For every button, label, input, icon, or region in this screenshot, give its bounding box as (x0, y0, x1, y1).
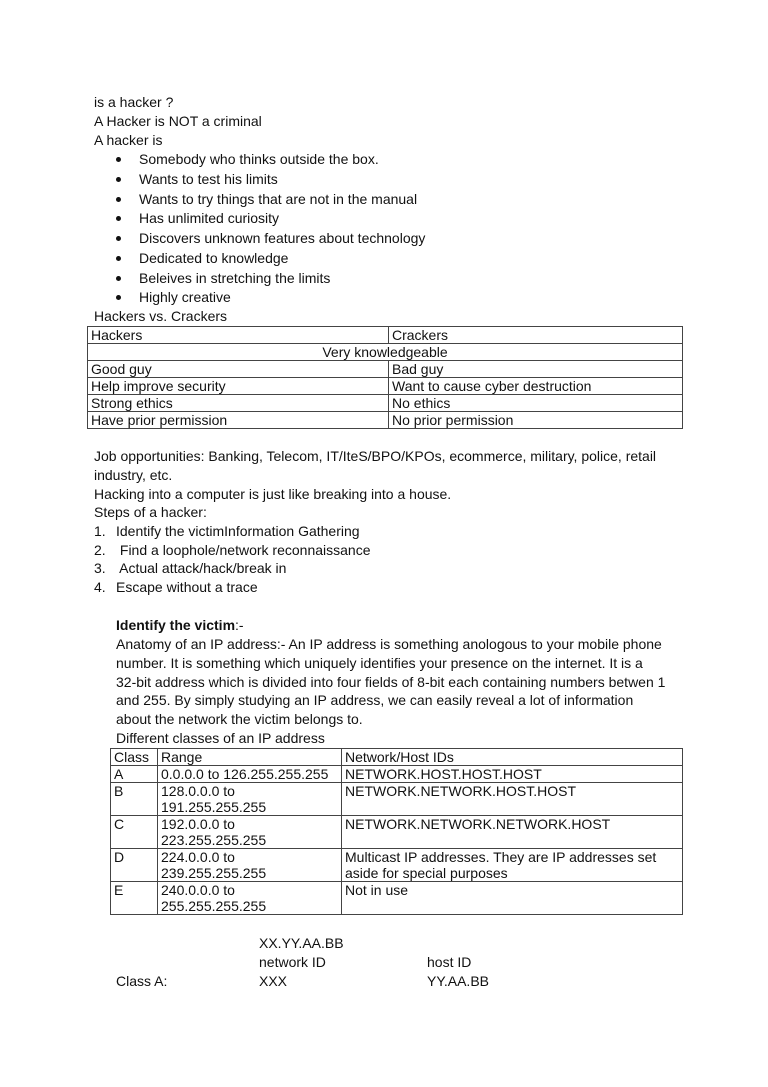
table-row (88, 344, 683, 361)
table-cell: Good guy (88, 361, 389, 378)
paragraph-line: number. It is something which uniquely identifies your presence on the internet. It is a (116, 655, 643, 671)
bullet-icon (116, 295, 121, 300)
table-row (88, 327, 683, 344)
paragraph-line: and 255. By simply studying an IP address, we can easily reveal a lot of information (116, 692, 634, 708)
table-cell: No prior permission (389, 412, 683, 429)
section-heading: Identify the victim:- (116, 617, 244, 633)
range-cell: 224.0.0.0 to 239.255.255.255 (158, 849, 342, 882)
range-cell: 192.0.0.0 to 223.255.255.255 (158, 816, 342, 849)
range-cell: 240.0.0.0 to 255.255.255.255 (158, 882, 342, 915)
host-id-label: host ID (427, 954, 472, 970)
table-row (88, 378, 683, 395)
table-cell: Strong ethics (88, 395, 389, 412)
table-row (111, 749, 683, 766)
bullet-icon (116, 256, 121, 261)
table-cell: Have prior permission (88, 412, 389, 429)
class-a-host-value: YY.AA.BB (427, 973, 490, 989)
ip-classes-heading: Different classes of an IP address (116, 730, 325, 746)
table-header-cell: Hackers (88, 327, 389, 344)
bullet-icon (116, 177, 121, 182)
table-cell: No ethics (389, 395, 683, 412)
table-row (111, 816, 683, 849)
ip-classes-table (110, 748, 683, 915)
paragraph-line: 32-bit address which is divided into four fields of 8-bit each containing numbers betwen 1 (116, 674, 666, 690)
table-header-cell: Range (158, 749, 342, 766)
list-item: 4. Escape without a trace (94, 579, 258, 595)
paragraph-line: about the network the victim belongs to. (116, 711, 363, 727)
list-item: 2. Find a loophole/network reconnaissance (94, 542, 371, 558)
table-row (88, 361, 683, 378)
table-row (88, 395, 683, 412)
table-cell: Help improve security (88, 378, 389, 395)
table-cell: Want to cause cyber destruction (389, 378, 683, 395)
comparison-heading: Hackers vs. Crackers (94, 308, 228, 324)
table-header-cell: Crackers (389, 327, 683, 344)
hacker-statement: A Hacker is NOT a criminal (94, 113, 262, 129)
class-cell: A (111, 766, 158, 783)
bullet-icon (116, 276, 121, 281)
job-opportunities-line2: industry, etc. (94, 467, 173, 483)
class-cell: B (111, 783, 158, 816)
document-page: is a hacker ? A Hacker is NOT a criminal A hacker is Somebody who thinks outside the box. Wants to test his limits Wants to try things that are not in the manual Has unlimited curiosity Discovers unknown features about technology Dedicated to knowledge Beleives in stretching the limits Highly creative Hackers vs. Crackers Hackers Crackers Very knowledgeable Good guy Bad guy Help improve security Want to cause cyber destruction Strong ethics No ethics Have prior permission No prior permission Job opportunities: Banking, Telecom, IT/IteS/BPO/KPOs, ecommerce, military, police, retail industry, etc. Hacking into a computer is just like breaking into a house. Steps of a hacker: 1. Identify the victimInformation Gathering 2. Find a loophole/network reconnaissance 3. Actual attack/hack/break in 4. Escape without a trace Identify the victim:- Anatomy of an IP address:- An IP address is something anologous to your mobile phone number. It is something which uniquely identifies your presence on the internet. It is a 32-bit address which is divided into four fields of 8-bit each containing numbers betwen 1 and 255. By simply studying an IP address, we can easily reveal a lot of information about the network the victim belongs to. Different classes of an IP address Class Range Network/Host IDs A 0.0.0.0 to 126.255.255.255 NETWORK.HOST.HOST.HOST B 128.0.0.0 to 191.255.255.255 NETWORK.NETWORK.HOST.HOST C 192.0.0.0 to 223.255.255.255 NETWORK.NETWORK.NETWORK.HOST D 224.0.0.0 to 239.255.255.255 Multicast IP addresses. They are IP addresses set aside for special purposes E 240.0.0.0 to 255.255.255.255 Not in use XX.YY.AA.BB network ID host ID Class A: XXX YY.AA.BB (0, 0, 768, 1087)
address-pattern: XX.YY.AA.BB (259, 935, 344, 951)
comparison-table (87, 326, 683, 429)
class-cell: D (111, 849, 158, 882)
range-cell: 128.0.0.0 to 191.255.255.255 (158, 783, 342, 816)
doc-title: is a hacker ? (94, 94, 174, 110)
paragraph-line: Anatomy of an IP address:- An IP address is something anologous to your mobile phone (116, 636, 662, 652)
ids-cell: NETWORK.NETWORK.HOST.HOST (342, 783, 683, 816)
network-id-label: network ID (259, 954, 326, 970)
job-opportunities-line1: Job opportunities: Banking, Telecom, IT/IteS/BPO/KPOs, ecommerce, military, police, retail (94, 448, 657, 464)
bullet-icon (116, 236, 121, 241)
hacker-lead: A hacker is (94, 132, 163, 148)
bullet-icon (116, 197, 121, 202)
ids-cell: Multicast IP addresses. They are IP addresses set aside for special purposes (342, 849, 683, 882)
steps-heading: Steps of a hacker: (94, 504, 207, 520)
class-a-label: Class A: (116, 973, 168, 989)
class-a-network-value: XXX (259, 973, 288, 989)
class-cell: C (111, 816, 158, 849)
list-item: 3. Actual attack/hack/break in (94, 560, 287, 576)
ids-cell: NETWORK.NETWORK.NETWORK.HOST (342, 816, 683, 849)
range-cell: 0.0.0.0 to 126.255.255.255 (158, 766, 342, 783)
shared-trait-cell: Very knowledgeable (88, 344, 683, 361)
table-cell: Bad guy (389, 361, 683, 378)
table-row (111, 882, 683, 915)
list-item: 1. Identify the victimInformation Gathering (94, 523, 360, 539)
table-row (88, 412, 683, 429)
ids-cell: NETWORK.HOST.HOST.HOST (342, 766, 683, 783)
class-cell: E (111, 882, 158, 915)
table-row (111, 849, 683, 882)
table-row (111, 766, 683, 783)
hacking-analogy: Hacking into a computer is just like breaking into a house. (94, 486, 452, 502)
table-header-cell: Class (111, 749, 158, 766)
bullet-icon (116, 216, 121, 221)
bullet-icon (116, 157, 121, 162)
ids-cell: Not in use (342, 882, 683, 915)
table-header-cell: Network/Host IDs (342, 749, 683, 766)
table-row (111, 783, 683, 816)
